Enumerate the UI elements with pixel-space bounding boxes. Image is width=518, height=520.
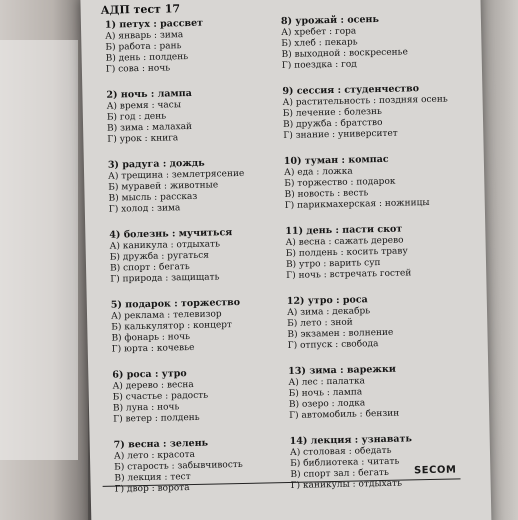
brand-logo: SECOM: [413, 464, 457, 477]
question-block: [108, 156, 287, 216]
answer-option: Г) поездка : год: [281, 59, 357, 72]
answer-option: Б) работа : рань: [105, 41, 182, 53]
question-block: [106, 86, 285, 146]
answer-option: Б) муравей : животные: [108, 180, 219, 193]
question-title: 8) урожай : осень: [280, 14, 379, 28]
answer-option: А) весна : сажать дерево: [285, 235, 404, 249]
answer-option: А) зима : декабрь: [286, 306, 371, 318]
question-block: [114, 436, 293, 496]
answer-option: В) фонарь : ночь: [111, 332, 191, 344]
answer-option: А) лес : палатка: [288, 376, 366, 388]
answer-option: В) экзамен : волнение: [287, 327, 394, 340]
answer-option: А) еда : ложка: [283, 166, 353, 179]
answer-option: В) озеро : лодка: [288, 398, 366, 410]
answer-option: Г) ночь : встречать гостей: [286, 268, 412, 281]
answer-option: А) реклама : телевизор: [110, 309, 222, 322]
paper-under-left: [0, 40, 78, 460]
answer-option: Б) счастье : радость: [112, 390, 209, 403]
answer-option: В) лекция : тест: [114, 472, 191, 484]
answer-option: Б) торжество : подарок: [284, 176, 396, 190]
question-block: [281, 12, 460, 72]
answer-option: А) время : часы: [106, 100, 182, 112]
answer-option: Б) ночь : лампа: [288, 387, 363, 399]
answer-option: А) январь : зима: [105, 30, 184, 42]
question-title: 3) радуга : дождь: [107, 157, 205, 171]
answer-option: А) растительность : поздняя осень: [282, 94, 448, 109]
answer-option: Б) дружба : ругаться: [109, 250, 210, 263]
answer-option: Б) хлеб : пекарь: [281, 37, 358, 50]
desk-edge-left: [0, 0, 88, 520]
question-title: 2) ночь : лампа: [106, 87, 192, 101]
answer-option: Г) автомобиль : бензин: [289, 408, 400, 421]
answer-option: В) спорт : бегать: [109, 262, 190, 274]
answer-option: Г) урок : книга: [107, 133, 179, 145]
question-block: [290, 432, 469, 492]
question-title: 9) сессия : студенчество: [282, 83, 420, 98]
question-title: 1) петух : рассвет: [104, 17, 204, 31]
answer-option: Г) двор : ворота: [114, 483, 190, 495]
question-title: 5) подарок : торжество: [110, 296, 241, 311]
answer-option: Б) год : день: [106, 111, 167, 123]
answer-option: В) дружба : братство: [282, 117, 383, 131]
question-block: [111, 296, 290, 356]
answer-option: Г) каникулы : отдыхать: [290, 478, 403, 491]
answer-option: В) мысль : рассказ: [108, 191, 198, 204]
answer-option: Б) калькулятор : концерт: [111, 320, 233, 333]
answer-option: В) спорт зал : бегать: [290, 467, 390, 480]
answer-option: А) трещина : землетрясение: [108, 168, 245, 182]
question-block: [284, 152, 463, 212]
question-title: 6) роса : утро: [112, 368, 187, 381]
test-sheet: [80, 0, 491, 520]
question-block: [287, 292, 466, 352]
answer-option: А) дерево : весна: [112, 379, 194, 392]
answer-option: Б) библиотека : читать: [290, 456, 400, 469]
answer-option: В) день : полдень: [105, 52, 189, 64]
answer-option: Г) парикмахерская : ножницы: [284, 197, 430, 212]
question-title: 7) весна : зелень: [113, 437, 209, 451]
answer-option: В) зима : малахай: [107, 121, 193, 134]
question-title: 4) болезнь : мучиться: [109, 227, 233, 241]
answer-option: Г) холод : зима: [108, 203, 181, 215]
answer-option: Г) природа : защищать: [110, 272, 220, 285]
answer-option: Б) лечение : болезнь: [282, 106, 383, 120]
answer-option: В) выходной : воскресенье: [281, 47, 408, 61]
answer-option: А) столовая : обедать: [289, 445, 392, 458]
left-column: [105, 16, 293, 510]
answer-option: В) новость : весть: [284, 188, 369, 201]
question-title: 10) туман : компас: [283, 153, 389, 168]
answer-option: Г) сова : ночь: [105, 63, 171, 75]
answer-option: Г) отпуск : свобода: [287, 339, 379, 351]
question-block: [109, 226, 288, 286]
answer-option: Б) лето : зной: [287, 317, 353, 329]
question-block: [282, 82, 461, 142]
question-block: [285, 222, 464, 282]
answer-option: А) каникула : отдыхать: [109, 239, 221, 252]
answer-option: Г) знание : университет: [283, 128, 398, 142]
answer-option: Г) юрта : кочевье: [111, 342, 195, 355]
answer-option: В) утро : варить суп: [285, 258, 381, 270]
answer-option: А) лето : красота: [113, 449, 196, 462]
answer-option: Г) ветер : полдень: [113, 412, 200, 425]
question-title: 13) зима : варежки: [288, 363, 396, 377]
question-title: 14) лекция : узнавать: [289, 433, 412, 447]
answer-option: Б) старость : забывчивость: [114, 459, 243, 473]
question-block: [112, 366, 291, 426]
sheet-title: АДП тест 17: [100, 2, 181, 17]
answer-option: В) луна : ночь: [112, 402, 180, 414]
question-block: [288, 362, 467, 422]
right-column: [281, 12, 469, 506]
answer-option: Б) полдень : косить траву: [285, 246, 408, 260]
question-title: 11) день : пасти скот: [285, 223, 403, 238]
question-title: 12) утро : роса: [286, 294, 368, 307]
question-block: [105, 16, 284, 76]
answer-option: А) хребет : гора: [281, 26, 357, 39]
